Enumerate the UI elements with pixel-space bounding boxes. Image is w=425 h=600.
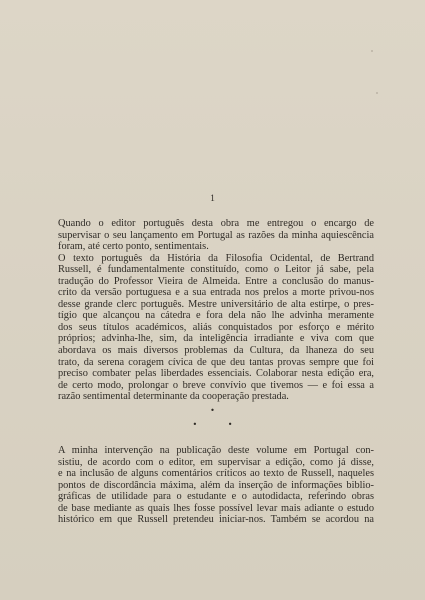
paragraph-3-line-6: de base mediante as quais lhes fosse possível levar mais adiante o estudo bbox=[58, 502, 374, 514]
paragraph-2-line-7: dos seus títulos académicos, aliás conquistados por esforço e mérito bbox=[58, 321, 374, 333]
paragraph-2-line-9: abordava os mais diversos problemas da Cultura, da lhaneza do seu bbox=[58, 345, 374, 357]
paragraph-3-line-4: pontos de discordância máxima, além da inserção de informações biblio- bbox=[58, 479, 374, 491]
paper-speck bbox=[371, 50, 373, 52]
paragraph-1-line-2: supervisar o seu lançamento em Portugal as razões da minha aquiescência bbox=[58, 229, 374, 241]
text-block-2 bbox=[50, 445, 374, 526]
paragraph-3-line-2: sistiu, de acordo com o editor, em supervisar a edição, como já disse, bbox=[58, 456, 374, 468]
paragraph-1 bbox=[50, 218, 374, 253]
paragraph-2-line-13: razão sentimental determinante da cooperação prestada. bbox=[58, 391, 289, 403]
paragraph-2-line-3: tradução do Professor Vieira de Almeida. Entre a conclusão do manus- bbox=[58, 275, 374, 287]
paragraph-3-line-1: A minha intervenção na publicação deste volume em Portugal con- bbox=[58, 445, 374, 456]
paragraph-1-line-1: Quando o editor português desta obra me entregou o encargo de bbox=[58, 218, 374, 229]
paragraph-1-line-3: foram, até certo ponto, sentimentais. bbox=[58, 241, 209, 253]
paragraph-3 bbox=[50, 445, 374, 526]
paragraph-2-line-4: crito da versão portuguesa e a sua entrada nos prelos a morte privou-nos bbox=[58, 287, 374, 299]
paragraph-2-line-12: de certo modo, prolongar o breve convívio que tivemos — e foi essa a bbox=[58, 379, 374, 391]
section-separator-bottom: • • bbox=[192, 420, 247, 429]
paragraph-2-line-8: próprios; advinha-lhe, sim, da inteligência irradiante e viva com que bbox=[58, 333, 374, 345]
text-block-1 bbox=[50, 218, 374, 403]
paragraph-2-line-10: trato, da serena coragem cívica de que deu tantas provas sempre que foi bbox=[58, 356, 374, 368]
paragraph-3-line-3: e na inclusão de alguns comentários críticos ao texto de Russell, naqueles bbox=[58, 468, 374, 480]
section-separator-top: • bbox=[210, 406, 215, 415]
paragraph-2-line-1: O texto português da História da Filosofia Ocidental, de Bertrand bbox=[58, 252, 374, 264]
paragraph-3-line-5: gráficas de utilidade para o estudante e o autodidacta, referindo obras bbox=[58, 491, 374, 503]
paragraph-2-line-2: Russell, é fundamentalmente constituído, como o Leitor já sabe, pela bbox=[58, 264, 374, 276]
paragraph-2-line-11: preciso combater pelas liberdades essenciais. Colaborar nesta edição era, bbox=[58, 368, 374, 380]
paragraph-2 bbox=[50, 253, 374, 403]
paragraph-3-line-7: histórico em que Russell pretendeu iniciar-nos. Também se acordou na bbox=[58, 514, 374, 526]
section-number: 1 bbox=[210, 194, 215, 204]
paragraph-2-line-6: tígio que alcançou na cátedra e fora dela não lhe advinha meramente bbox=[58, 310, 374, 322]
paragraph-2-line-5: desse grande clerc português. Mestre universitário de alta estirpe, o pres- bbox=[58, 298, 374, 310]
paper-speck bbox=[376, 92, 378, 94]
